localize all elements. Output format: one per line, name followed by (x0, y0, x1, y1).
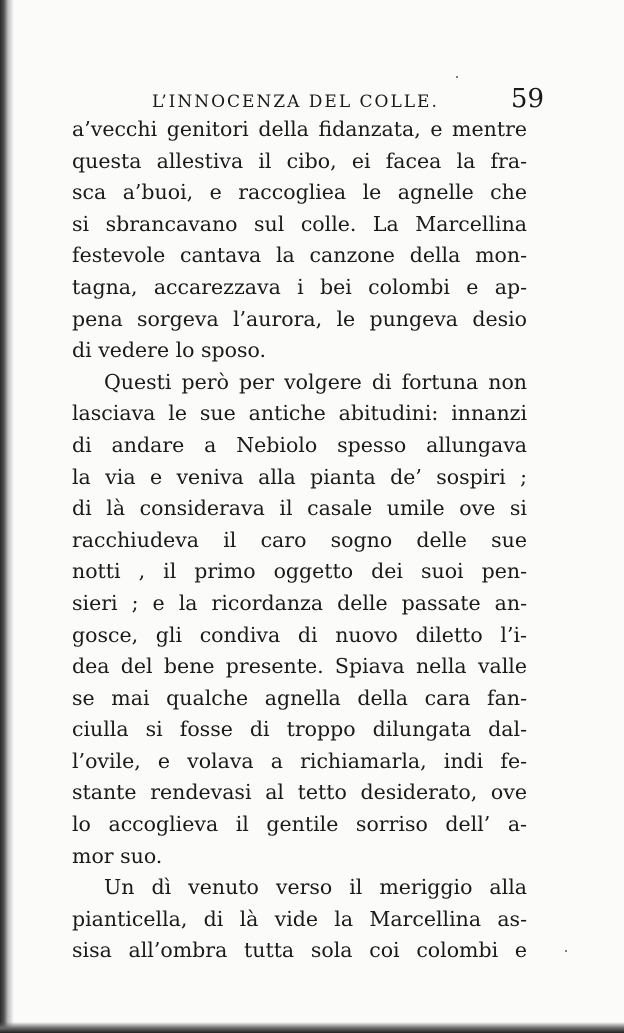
text-line: si sbrancavano sul colle. La Marcellina (72, 211, 527, 236)
text-line: lasciava le sue antiche abitudini: innanzi (72, 401, 527, 426)
text-line: notti , il primo oggetto dei suoi pen- (72, 559, 527, 584)
text-line: sca a’buoi, e raccogliea le agnelle che (72, 180, 527, 205)
text-line: stante rendevasi al tetto desiderato, ove (72, 780, 527, 805)
text-line: sisa all’ombra tutta sola coi colombi e (72, 938, 527, 963)
text-line: pena sorgeva l’aurora, le pungeva desio (72, 306, 527, 331)
text-line: di andare a Nebiolo spesso allungava (72, 432, 527, 457)
text-line: l’ovile, e volava a richiamarla, indi fe- (72, 748, 527, 773)
text-line: gosce, gli condiva di nuovo diletto l’i- (72, 622, 527, 647)
text-line: Questi però per volgere di fortuna non (104, 369, 527, 394)
text-line: dea del bene presente. Spiava nella valle (72, 654, 527, 679)
body-text (72, 114, 527, 967)
page-number: 59 (510, 84, 544, 114)
text-line: mor suo. (72, 843, 163, 868)
print-speck (456, 76, 458, 78)
text-line: festevole cantava la canzone della mon- (72, 243, 527, 268)
text-line: di vedere lo sposo. (72, 338, 267, 363)
text-line: ciulla si fosse di troppo dilungata dal- (72, 717, 527, 742)
binding-shadow (0, 0, 14, 1033)
text-line: di là considerava il casale umile ove si (72, 496, 527, 521)
text-line: racchiudeva il caro sogno delle sue (72, 527, 527, 552)
text-line: sieri ; e la ricordanza delle passate an- (72, 590, 527, 615)
text-line: a’vecchi genitori della fidanzata, e mentre (72, 117, 527, 141)
page-bottom-edge (0, 1022, 624, 1033)
text-line: tagna, accarezzava i bei colombi e ap- (72, 274, 527, 299)
text-line: la via e veniva alla pianta de’ sospiri ; (72, 464, 527, 489)
print-speck (565, 950, 567, 952)
text-line: pianticella, di là vide la Marcellina as- (72, 906, 527, 931)
text-line: Un dì venuto verso il meriggio alla (104, 875, 527, 900)
text-line: questa allestiva il cibo, ei facea la fra- (72, 148, 527, 173)
running-title: L’INNOCENZA DEL COLLE. (152, 92, 439, 112)
page-header (152, 86, 544, 116)
text-line: se mai qualche agnella della cara fan- (72, 685, 527, 710)
text-line: lo accoglieva il gentile sorriso dell’ a- (72, 812, 527, 837)
